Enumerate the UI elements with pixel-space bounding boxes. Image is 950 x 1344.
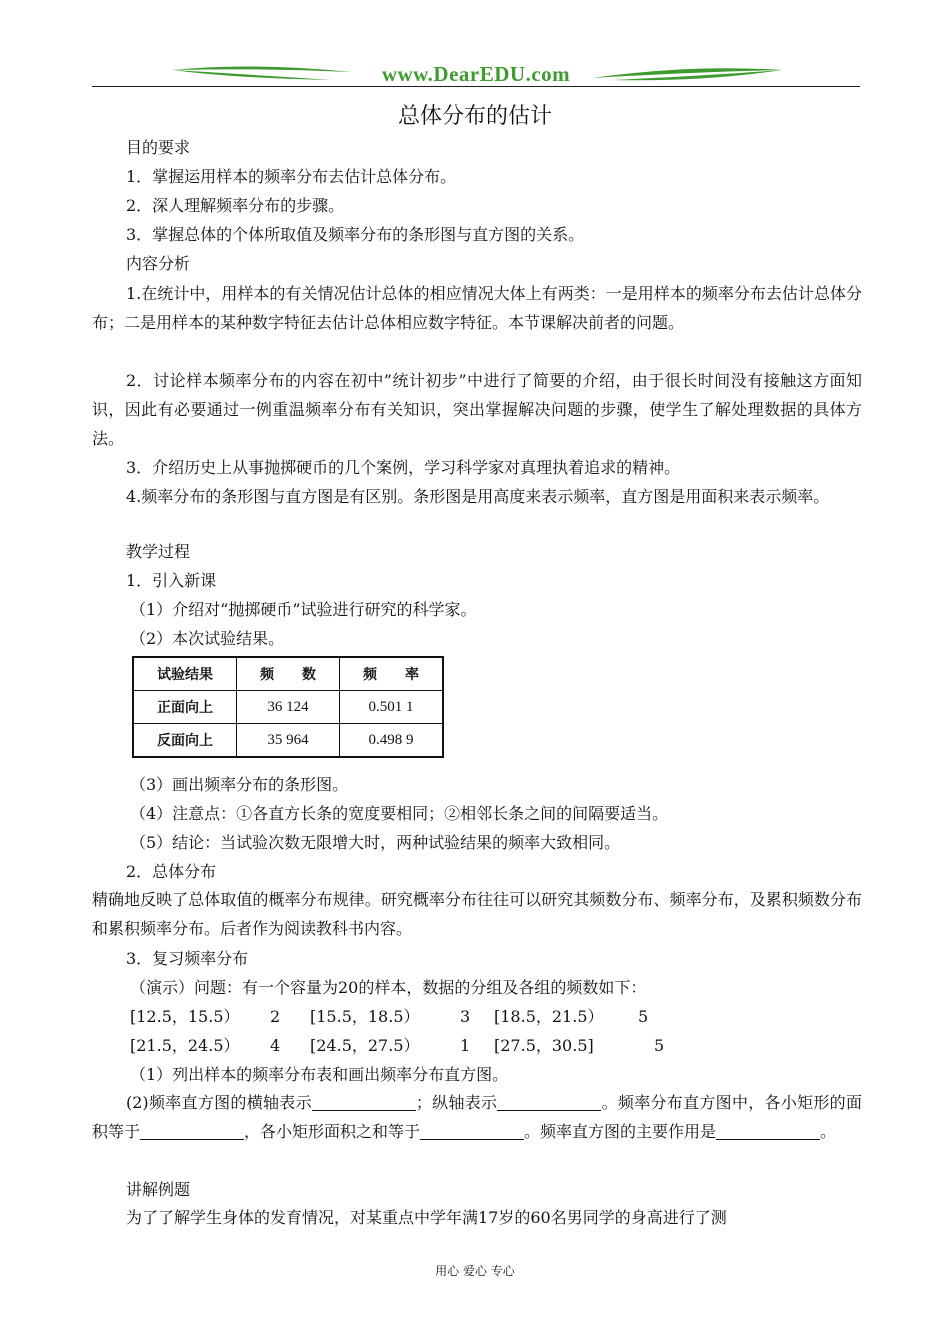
table-header-row [133, 657, 443, 691]
answer-blank[interactable] [140, 1123, 244, 1140]
group-count: 5 [654, 1036, 665, 1055]
process-heading: 教学过程 [126, 542, 191, 561]
page-footer: 用心 爱心 专心 [435, 1264, 515, 1278]
objective-item: 1．掌握运用样本的频率分布去估计总体分布。 [126, 167, 457, 186]
analysis-paragraph: 2．讨论样本频率分布的内容在初中”统计初步”中进行了简要的介绍，由于很长时间没有接触这方面知识，因此有必要通过一例重温频率分布有关知识，突出掌握解决问题的步骤，使学生了解处理数据的具体方法。 [92, 371, 862, 448]
question-text: 。频率直方图的主要作用是 [524, 1122, 717, 1141]
list-item: （3）画出频率分布的条形图。 [130, 775, 349, 794]
question-text: 。频率分布直方图中，各小矩形的面积等于 [92, 1093, 862, 1141]
table-header-cell: 频 数 [237, 657, 340, 691]
question-text: ；纵轴表示 [415, 1093, 498, 1112]
group-interval: [21.5，24.5） [130, 1036, 240, 1055]
header-banner [92, 58, 860, 94]
group-count: 3 [460, 1007, 471, 1026]
group-count: 4 [270, 1036, 281, 1055]
answer-blank[interactable] [312, 1094, 416, 1111]
group-interval: [15.5，18.5） [310, 1007, 420, 1026]
table-header-cell: 频 率 [340, 657, 444, 691]
header-divider [92, 86, 860, 87]
list-item: （1）列出样本的频率分布表和画出频率分布直方图。 [130, 1065, 509, 1084]
example-heading: 讲解例题 [126, 1180, 191, 1199]
group-interval: [18.5，21.5） [494, 1007, 604, 1026]
table-row [133, 724, 443, 758]
table-cell: 0.498 9 [340, 724, 444, 758]
site-logo-text: www.DearEDU.com [381, 62, 571, 86]
analysis-heading: 内容分析 [126, 254, 191, 273]
objective-item: 2．深人理解频率分布的步骤。 [126, 196, 345, 215]
fill-in-question [92, 1088, 862, 1146]
coin-toss-results-table [132, 656, 444, 758]
objectives-heading: 目的要求 [126, 138, 191, 157]
table-cell: 36 124 [237, 691, 340, 724]
demo-question: （演示）问题：有一个容量为20的样本，数据的分组及各组的频数如下： [130, 978, 647, 997]
question-text: 。 [820, 1122, 837, 1141]
section-title: 2．总体分布 [126, 862, 217, 881]
group-count: 2 [270, 1007, 281, 1026]
answer-blank[interactable] [420, 1123, 524, 1140]
paragraph: 精确地反映了总体取值的概率分布规律。研究概率分布往往可以研究其频数分布、频率分布，及累积频数分布和累积频率分布。后者作为阅读教科书内容。 [92, 890, 862, 938]
objective-item: 3．掌握总体的个体所取值及频率分布的条形图与直方图的关系。 [126, 225, 585, 244]
table-cell: 35 964 [237, 724, 340, 758]
list-item: （1）介绍对“抛掷硬币”试验进行研究的科学家。 [130, 600, 477, 619]
analysis-paragraph: 3．介绍历史上从事抛掷硬币的几个案例，学习科学家对真理执着追求的精神。 [126, 458, 681, 477]
answer-blank[interactable] [716, 1123, 820, 1140]
group-interval: [27.5，30.5] [494, 1036, 594, 1055]
table-cell: 正面向上 [133, 691, 237, 724]
example-text: 为了了解学生身体的发育情况，对某重点中学年满17岁的60名男同学的身高进行了测 [126, 1208, 727, 1227]
analysis-paragraph: 4.频率分布的条形图与直方图是有区别。条形图是用高度来表示频率，直方图是用面积来表示频率。 [126, 487, 830, 506]
group-interval: [12.5，15.5） [130, 1007, 240, 1026]
table-header-cell: 试验结果 [133, 657, 237, 691]
frequency-group-row [130, 1036, 684, 1056]
frequency-group-row [130, 1007, 668, 1027]
answer-blank[interactable] [497, 1094, 601, 1111]
page-title: 总体分布的估计 [397, 104, 552, 129]
list-item: （2）本次试验结果。 [130, 629, 285, 648]
section-title: 1．引入新课 [126, 571, 217, 590]
group-interval: [24.5，27.5） [310, 1036, 420, 1055]
list-item: （4）注意点：①各直方长条的宽度要相同；②相邻长条之间的间隔要适当。 [130, 804, 669, 823]
group-count: 5 [638, 1007, 649, 1026]
list-item: （5）结论：当试验次数无限增大时，两种试验结果的频率大致相同。 [130, 833, 621, 852]
group-count: 1 [460, 1036, 471, 1055]
analysis-paragraph: 1.在统计中，用样本的有关情况估计总体的相应情况大体上有两类：一是用样本的频率分布去估计总体分布；二是用样本的某种数字特征去估计总体相应数字特征。本节课解决前者的问题。 [92, 284, 862, 332]
section-title: 3．复习频率分布 [126, 949, 249, 968]
table-row [133, 691, 443, 724]
table-cell: 反面向上 [133, 724, 237, 758]
question-text: (2)频率直方图的横轴表示 [126, 1093, 312, 1112]
table-cell: 0.501 1 [340, 691, 444, 724]
question-text: ，各小矩形面积之和等于 [244, 1122, 421, 1141]
